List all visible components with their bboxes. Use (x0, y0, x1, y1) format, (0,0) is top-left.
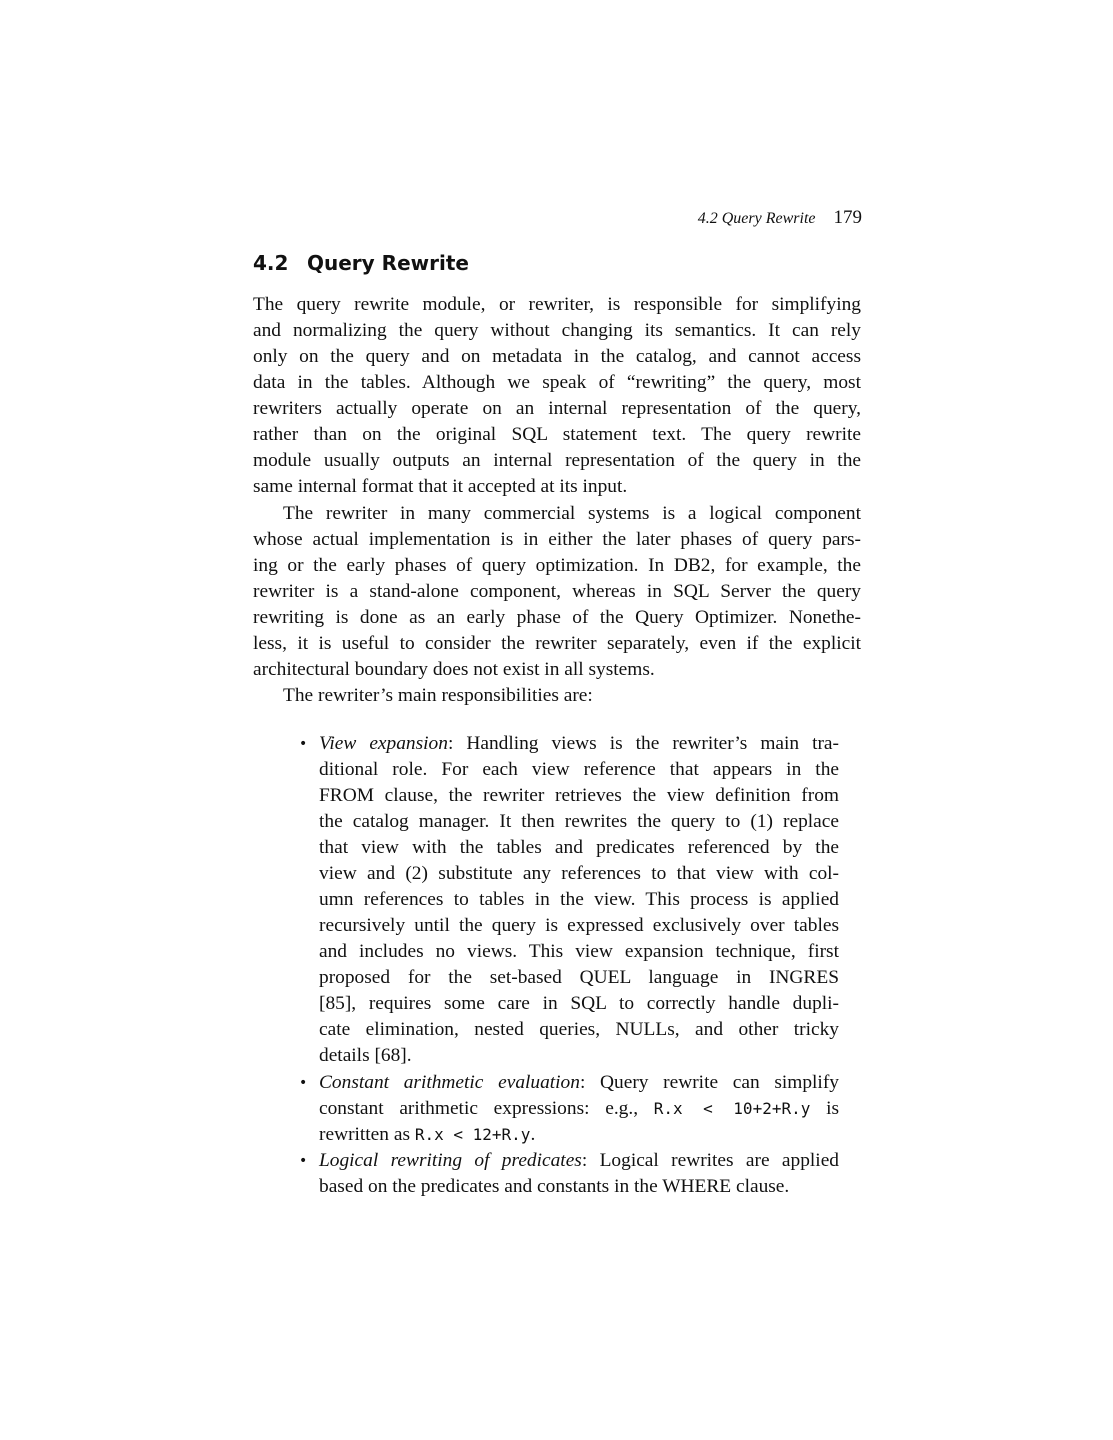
text-line: rewritten as R.x < 12+R.y. (319, 1124, 536, 1145)
text-line: only on the query and on metadata in the catalog, and cannot access (253, 346, 861, 367)
text-line: [85], requires some care in SQL to correctly handle dupli- (319, 993, 839, 1014)
text-line: Logical rewriting of predicates: Logical rewrites are applied (319, 1150, 839, 1171)
text-line: View expansion: Handling views is the rewriter’s main tra- (319, 733, 839, 754)
section-number: 4.2 (253, 251, 289, 275)
text-line: recursively until the query is expressed exclusively over tables (319, 915, 839, 936)
list-item-term: View expansion (319, 733, 448, 754)
text-line: The rewriter in many commercial systems is a logical component (283, 503, 861, 524)
code-expression: R.x < 12+R.y (414, 1125, 531, 1144)
text-line: rather than on the original SQL statement text. The query rewrite (253, 424, 861, 445)
text-line: based on the predicates and constants in the WHERE clause. (319, 1176, 790, 1197)
bullet-icon: • (299, 1075, 308, 1091)
running-head (560, 207, 862, 229)
page-number: 179 (833, 207, 862, 228)
text-line: view and (2) substitute any references to that view with col- (319, 863, 839, 884)
text-line: cate elimination, nested queries, NULLs, and other tricky (319, 1019, 839, 1040)
text-line: the catalog manager. It then rewrites the query to (1) replace (319, 811, 839, 832)
text-line: details [68]. (319, 1045, 412, 1066)
text-line: umn references to tables in the view. This process is applied (319, 889, 839, 910)
running-head-title: 4.2 Query Rewrite (697, 210, 816, 227)
list-item-term: Constant arithmetic evaluation (319, 1072, 580, 1093)
section-title: Query Rewrite (307, 251, 469, 275)
text-line: and normalizing the query without changing its semantics. It can rely (253, 320, 861, 341)
text-line: rewriters actually operate on an internal representation of the query, (253, 398, 861, 419)
text-line: data in the tables. Although we speak of “rewriting” the query, most (253, 372, 861, 393)
text-line: less, it is useful to consider the rewriter separately, even if the explicit (253, 633, 861, 654)
text-line: rewriter is a stand-alone component, whereas in SQL Server the query (253, 581, 861, 602)
text-line: whose actual implementation is in either the later phases of query pars- (253, 529, 861, 550)
text-line: The rewriter’s main responsibilities are: (283, 685, 593, 706)
bullet-icon: • (299, 1153, 308, 1169)
section-heading (253, 251, 469, 275)
text-line: rewriting is done as an early phase of the Query Optimizer. Nonethe- (253, 607, 861, 628)
text-line: proposed for the set-based QUEL language in INGRES (319, 967, 839, 988)
code-expression: R.x < 10+2+R.y (653, 1099, 811, 1118)
text-line: ing or the early phases of query optimization. In DB2, for example, the (253, 555, 861, 576)
text-line: same internal format that it accepted at its input. (253, 476, 628, 497)
text-line: that view with the tables and predicates referenced by the (319, 837, 839, 858)
text-line: Constant arithmetic evaluation: Query rewrite can simplify (319, 1072, 839, 1093)
text-line: module usually outputs an internal representation of the query in the (253, 450, 861, 471)
text-line: FROM clause, the rewriter retrieves the view definition from (319, 785, 839, 806)
list-item-term: Logical rewriting of predicates (319, 1150, 582, 1171)
text-line: ditional role. For each view reference that appears in the (319, 759, 839, 780)
text-line: and includes no views. This view expansion technique, first (319, 941, 839, 962)
bullet-icon: • (299, 736, 308, 752)
text-line: The query rewrite module, or rewriter, is responsible for simplifying (253, 294, 861, 315)
text-line: constant arithmetic expressions: e.g., R.x < 10+2+R.y is (319, 1098, 840, 1119)
text-line: architectural boundary does not exist in all systems. (253, 659, 655, 680)
